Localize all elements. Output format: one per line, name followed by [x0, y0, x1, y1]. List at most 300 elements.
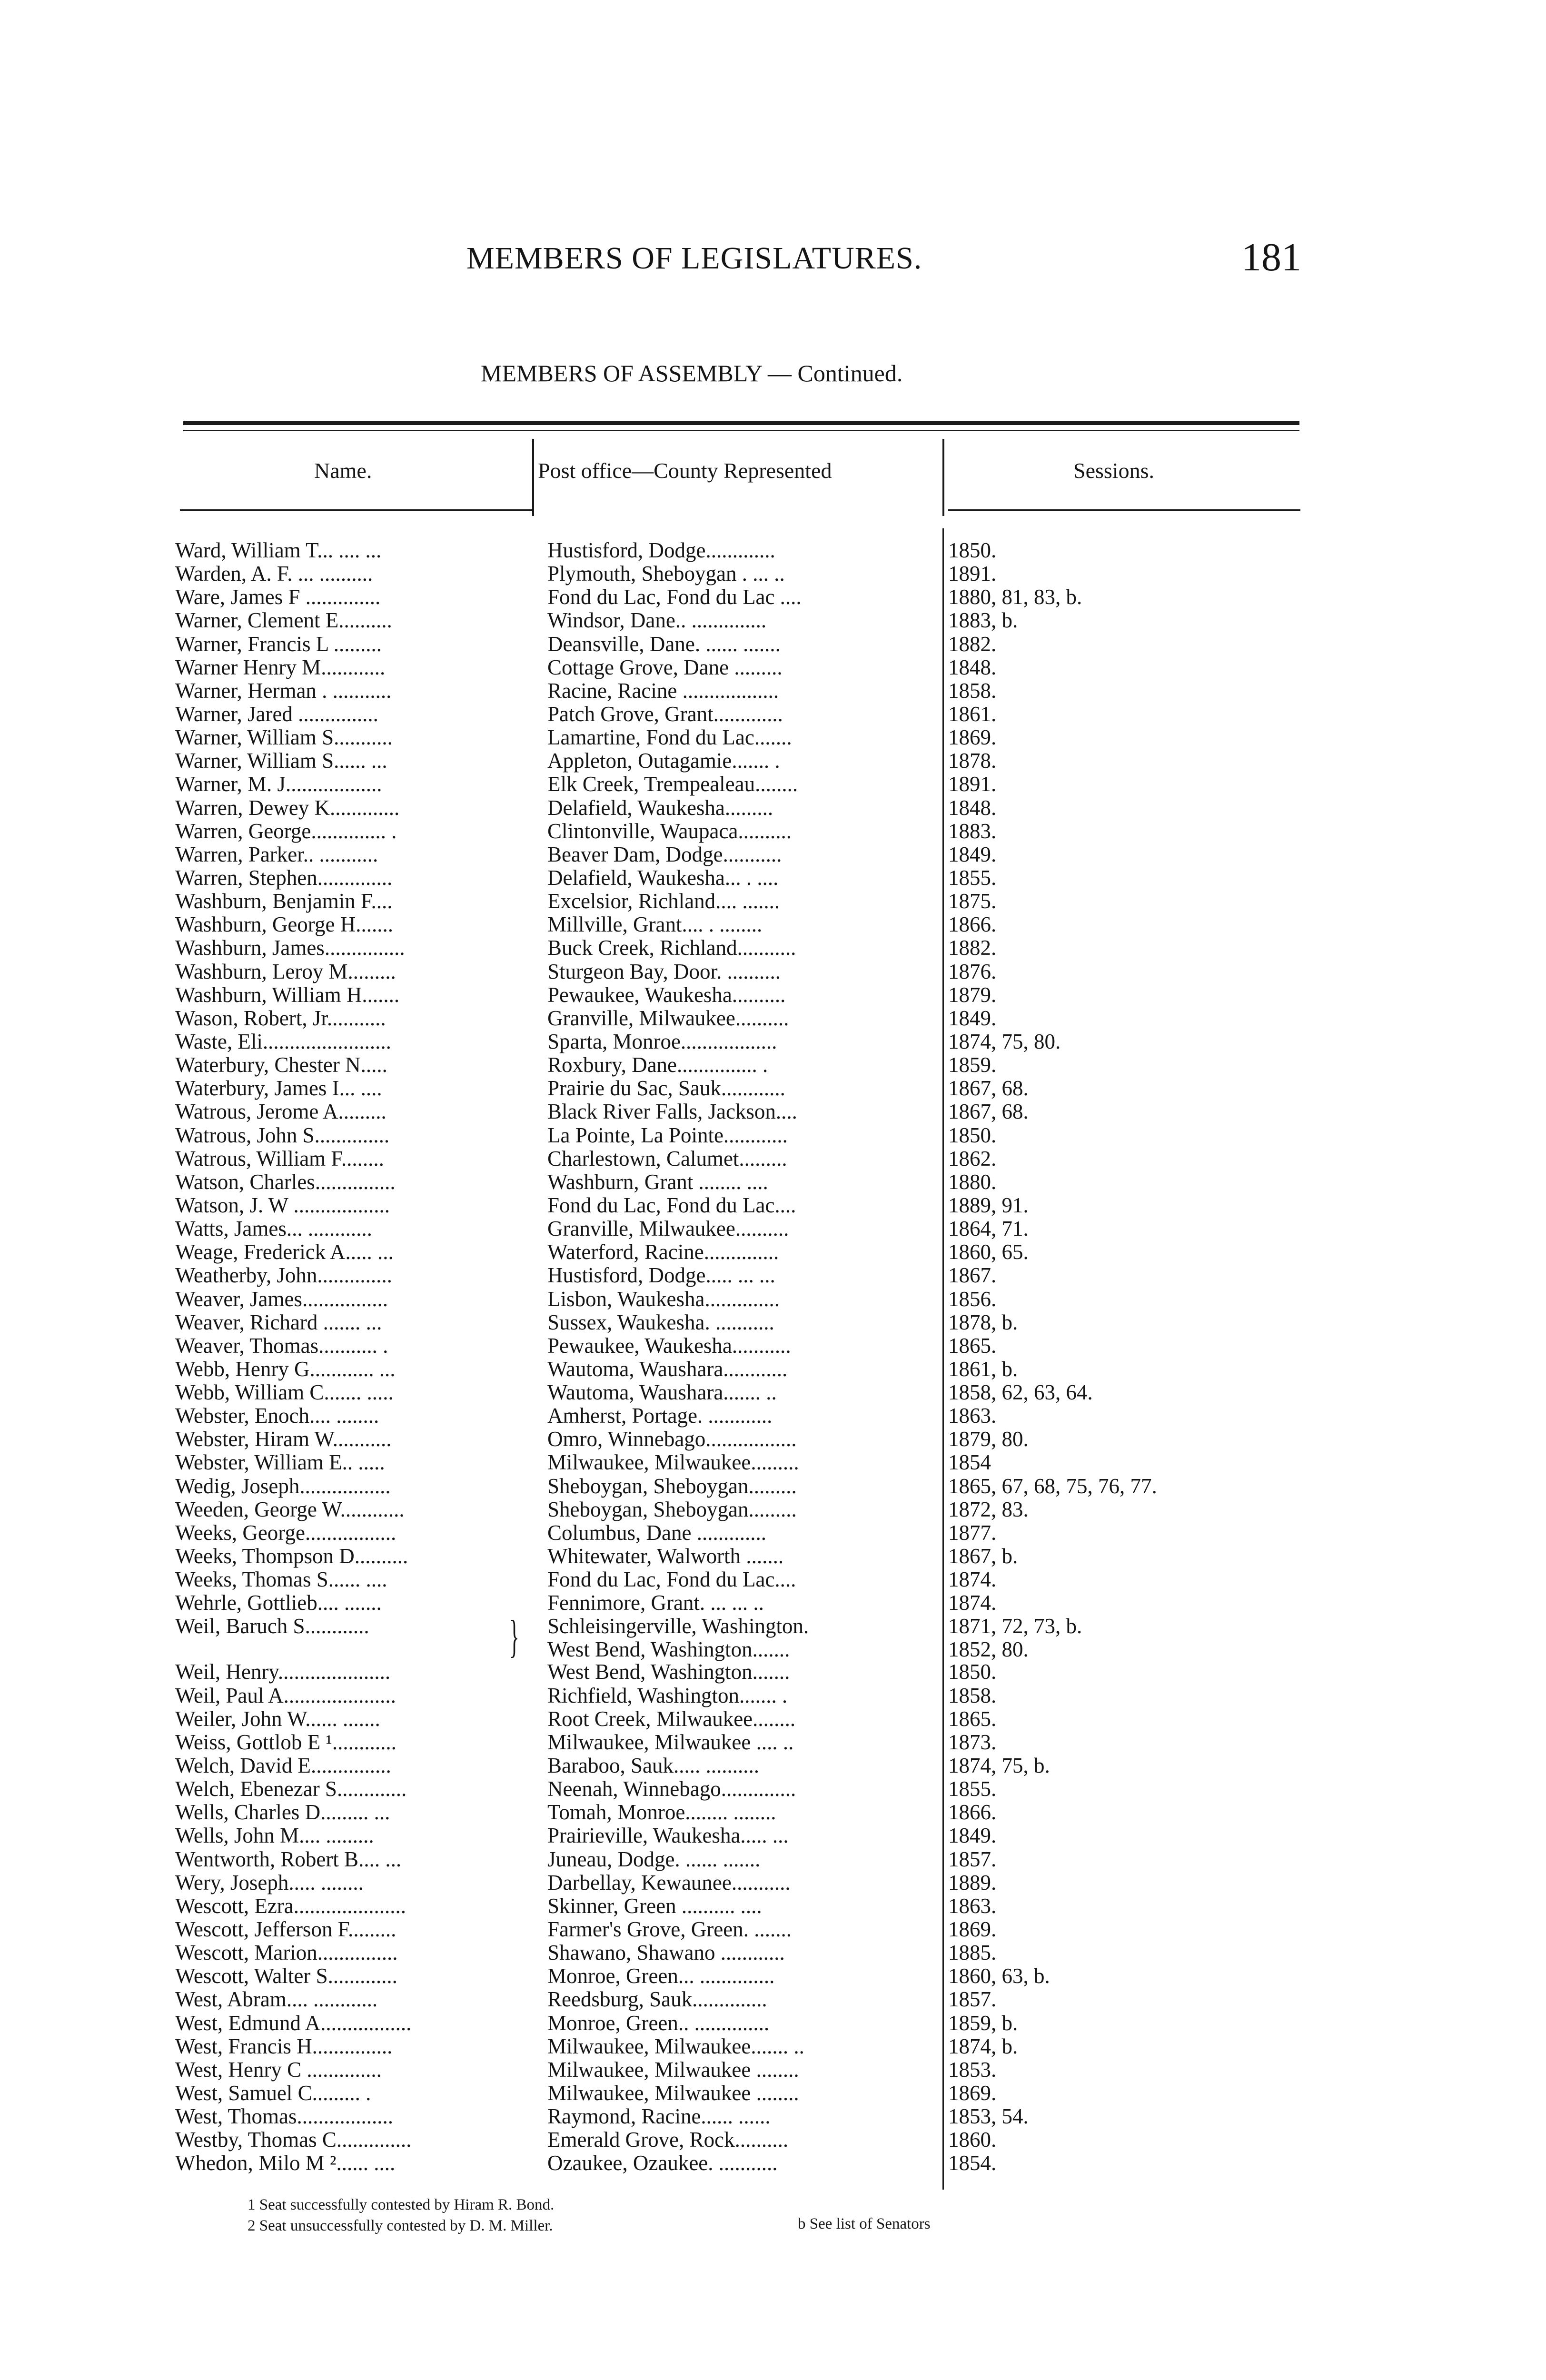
running-head: MEMBERS OF LEGISLATURES.	[466, 241, 922, 276]
member-name: Washburn, George H.......	[175, 913, 393, 937]
member-name: Watrous, Jerome A.........	[175, 1100, 386, 1124]
table-row	[0, 960, 1546, 983]
sessions-line: 1850.	[948, 1660, 997, 1684]
sessions	[948, 1428, 1234, 1451]
sessions-line: 1869.	[948, 2082, 997, 2105]
sessions	[948, 1824, 1234, 1847]
sessions-line: 1863.	[948, 1404, 997, 1428]
post-office-line: Farmer's Grove, Green. .......	[547, 1918, 792, 1942]
member-name: Wells, Charles D......... ...	[175, 1801, 390, 1825]
table-row	[0, 1684, 1546, 1707]
sessions	[948, 749, 1234, 773]
post-office-line: Sheboygan, Sheboygan.........	[547, 1474, 797, 1498]
table-row	[0, 1428, 1546, 1451]
post-office-county	[547, 679, 928, 703]
member-name: Wescott, Marion...............	[175, 1941, 398, 1965]
sessions	[948, 1754, 1234, 1777]
sessions	[948, 1777, 1234, 1801]
member-name: Weaver, Thomas........... .	[175, 1334, 388, 1358]
post-office-county	[547, 820, 928, 843]
post-office-county	[547, 890, 928, 913]
post-office-line: Sparta, Monroe..................	[547, 1030, 777, 1053]
post-office-line: Lisbon, Waukesha..............	[547, 1287, 780, 1311]
post-office-county	[547, 796, 928, 820]
sessions-line: 1874, b.	[948, 2034, 1018, 2058]
post-office-county	[547, 1615, 928, 1661]
sessions-line: 1857.	[948, 1847, 997, 1871]
post-office-county	[547, 773, 928, 796]
table-row	[0, 2105, 1546, 2128]
post-office-county	[547, 1311, 928, 1334]
table-row	[0, 1334, 1546, 1358]
table-row	[0, 539, 1546, 562]
member-name: Warren, Stephen..............	[175, 866, 393, 890]
table-row	[0, 890, 1546, 913]
post-office-line: Beaver Dam, Dodge...........	[547, 843, 782, 866]
member-name: Washburn, Leroy M.........	[175, 960, 396, 983]
sessions-line: 1860, 63, b.	[948, 1964, 1050, 1988]
member-name: Watrous, William F........	[175, 1147, 384, 1170]
table-row	[0, 1147, 1546, 1170]
post-office-line: Pewaukee, Waukesha..........	[547, 983, 786, 1007]
table-row	[0, 1311, 1546, 1334]
post-office-line: Emerald Grove, Rock..........	[547, 2128, 789, 2152]
post-office-county	[547, 1240, 928, 1264]
post-office-line: Fennimore, Grant. ... ... ..	[547, 1591, 764, 1615]
table-row	[0, 1358, 1546, 1381]
post-office-line: Skinner, Green .......... ....	[547, 1894, 762, 1918]
post-office-line: Darbellay, Kewaunee...........	[547, 1871, 791, 1894]
sessions	[948, 1451, 1234, 1474]
member-name: Watson, Charles...............	[175, 1170, 396, 1194]
table-row	[0, 1591, 1546, 1615]
table-row	[0, 1100, 1546, 1123]
post-office-line: Milwaukee, Milwaukee ........	[547, 2082, 799, 2105]
member-name: Waterbury, James I... ....	[175, 1077, 382, 1101]
post-office-line: Milwaukee, Milwaukee ........	[547, 2058, 799, 2082]
table-row	[0, 1611, 1546, 1662]
post-office-county	[547, 1451, 928, 1474]
post-office-county	[547, 1334, 928, 1358]
post-office-line: Black River Falls, Jackson....	[547, 1100, 797, 1124]
post-office-line: West Bend, Washington.......	[547, 1660, 790, 1684]
table-row	[0, 983, 1546, 1007]
post-office-line: West Bend, Washington.......	[547, 1637, 790, 1662]
post-office-county	[547, 1591, 928, 1615]
table-row	[0, 1848, 1546, 1871]
post-office-county	[547, 1358, 928, 1381]
member-name: West, Thomas..................	[175, 2105, 394, 2129]
post-office-line: Plymouth, Sheboygan . ... ..	[547, 562, 785, 586]
sessions-line: 1873.	[948, 1730, 997, 1754]
post-office-line: Monroe, Green... ..............	[547, 1964, 775, 1988]
sessions	[948, 1264, 1234, 1287]
post-office-county	[547, 562, 928, 585]
sessions-line: 1867, 68.	[948, 1100, 1029, 1124]
sessions-line: 1874.	[948, 1568, 997, 1592]
post-office-county	[547, 1871, 928, 1894]
table-row	[0, 866, 1546, 890]
sessions	[948, 703, 1234, 726]
post-office-line: Wautoma, Waushara....... ..	[547, 1381, 777, 1405]
page-number: 181	[1241, 235, 1301, 279]
post-office-county	[547, 1660, 928, 1684]
table-row	[0, 1217, 1546, 1240]
sessions-line: 1874.	[948, 1591, 997, 1615]
post-office-line: Ozaukee, Ozaukee. ...........	[547, 2152, 778, 2175]
post-office-county	[547, 1381, 928, 1404]
table-row	[0, 633, 1546, 656]
sessions	[948, 1964, 1234, 1988]
post-office-line: Delafield, Waukesha... . ....	[547, 866, 779, 890]
table-row	[0, 1754, 1546, 1777]
footnote-1: 1 Seat successfully contested by Hiram R. Bond.	[248, 2196, 555, 2213]
member-name: Weeden, George W............	[175, 1497, 405, 1521]
post-office-county	[547, 1404, 928, 1428]
table-row	[0, 679, 1546, 703]
sessions	[948, 1007, 1234, 1030]
post-office-county	[547, 1498, 928, 1521]
sessions-line: 1878.	[948, 749, 997, 773]
member-name: Warden, A. F. ... ..........	[175, 562, 373, 586]
post-office-line: Granville, Milwaukee..........	[547, 1006, 789, 1030]
sessions-line: 1869.	[948, 1918, 997, 1942]
sessions	[948, 773, 1234, 796]
sessions	[948, 1871, 1234, 1894]
post-office-county	[547, 1941, 928, 1964]
post-office-line: Reedsburg, Sauk..............	[547, 1988, 767, 2012]
sessions-line: 1865.	[948, 1334, 997, 1358]
sessions-line: 1879, 80.	[948, 1428, 1029, 1451]
post-office-line: Neenah, Winnebago..............	[547, 1777, 796, 1801]
sessions	[948, 843, 1234, 866]
post-office-county	[547, 1030, 928, 1053]
member-name: Weaver, James................	[175, 1287, 388, 1311]
table-row	[0, 1894, 1546, 1918]
post-office-county	[547, 1053, 928, 1077]
table-row	[0, 1288, 1546, 1311]
sessions-line: 1858.	[948, 1684, 997, 1707]
post-office-line: Sturgeon Bay, Door. ..........	[547, 960, 781, 983]
sessions	[948, 1707, 1234, 1731]
footnotes	[248, 2194, 554, 2236]
table-row	[0, 2152, 1546, 2175]
sessions-line: 1872, 83.	[948, 1497, 1029, 1521]
sessions	[948, 1498, 1234, 1521]
member-name: Watts, James... ............	[175, 1217, 372, 1241]
post-office-county	[547, 2058, 928, 2082]
member-name: Warren, George.............. .	[175, 819, 397, 843]
footnote-b: b See list of Senators	[798, 2215, 931, 2232]
member-name: Waterbury, Chester N.....	[175, 1053, 387, 1077]
member-name: Weatherby, John..............	[175, 1264, 392, 1288]
member-name: Weiss, Gottlob E ¹............	[175, 1730, 396, 1754]
sessions-line: 1862.	[948, 1147, 997, 1170]
sessions-line: 1865, 67, 68, 75, 76, 77.	[948, 1474, 1157, 1498]
sessions-line: 1855.	[948, 866, 997, 890]
post-office-line: Hustisford, Dodge..... ... ...	[547, 1264, 775, 1288]
post-office-line: Elk Creek, Trempealeau........	[547, 773, 798, 796]
table-row	[0, 1451, 1546, 1474]
sessions-line: 1849.	[948, 1824, 997, 1848]
post-office-line: Clintonville, Waupaca..........	[547, 819, 792, 843]
member-name: Welch, David E...............	[175, 1754, 391, 1778]
sessions	[948, 633, 1234, 656]
table-row	[0, 1007, 1546, 1030]
sessions-line: 1883, b.	[948, 609, 1018, 633]
sessions-line: 1850.	[948, 1123, 997, 1147]
post-office-county	[547, 1217, 928, 1240]
sessions-line: 1883.	[948, 819, 997, 843]
sessions-line: 1848.	[948, 796, 997, 820]
post-office-line: Buck Creek, Richland...........	[547, 936, 796, 960]
member-name: Whedon, Milo M ²...... ....	[175, 2152, 396, 2175]
sessions	[948, 1358, 1234, 1381]
column-header-name: Name.	[314, 458, 372, 483]
post-office-line: Juneau, Dodge. ...... .......	[547, 1847, 761, 1871]
sessions	[948, 2105, 1234, 2128]
table-row	[0, 1777, 1546, 1801]
member-name: Ward, William T... .... ...	[175, 539, 382, 562]
post-office-county	[547, 2105, 928, 2128]
member-name: Wentworth, Robert B.... ...	[175, 1847, 402, 1871]
sessions	[948, 656, 1234, 679]
member-name: Wescott, Jefferson F.........	[175, 1918, 396, 1942]
post-office-line: Charlestown, Calumet.........	[547, 1147, 787, 1170]
post-office-county	[547, 1848, 928, 1871]
table-row	[0, 936, 1546, 960]
sessions	[948, 1475, 1234, 1498]
sessions	[948, 1217, 1234, 1240]
sessions-line: 1850.	[948, 539, 997, 562]
post-office-line: Sheboygan, Sheboygan.........	[547, 1497, 797, 1521]
table-row	[0, 1801, 1546, 1824]
sessions-line: 1885.	[948, 1941, 997, 1965]
post-office-line: Sussex, Waukesha. ...........	[547, 1310, 774, 1334]
sessions	[948, 1660, 1234, 1684]
sessions	[948, 726, 1234, 749]
post-office-line: Granville, Milwaukee..........	[547, 1217, 789, 1241]
sessions-line: 1854.	[948, 2152, 997, 2175]
sessions	[948, 1077, 1234, 1100]
post-office-county	[547, 1475, 928, 1498]
brace-mark: }	[509, 1611, 519, 1662]
post-office-line: Milwaukee, Milwaukee....... ..	[547, 2034, 804, 2058]
table-row	[0, 1660, 1546, 1684]
member-name: Webb, Henry G............ ...	[175, 1357, 396, 1381]
sessions-line: 1848.	[948, 655, 997, 679]
sessions	[948, 1941, 1234, 1964]
sessions	[948, 1988, 1234, 2011]
sessions	[948, 1568, 1234, 1591]
table-row	[0, 2082, 1546, 2105]
member-name: Webster, Enoch.... ........	[175, 1404, 379, 1428]
sessions-line: 1853.	[948, 2058, 997, 2082]
post-office-county	[547, 1077, 928, 1100]
table-row	[0, 726, 1546, 749]
header-underline-name	[180, 509, 532, 511]
post-office-line: Fond du Lac, Fond du Lac....	[547, 1193, 796, 1217]
sessions	[948, 1381, 1234, 1404]
header-divider-right	[942, 439, 944, 516]
sessions	[948, 1053, 1234, 1077]
post-office-line: Wautoma, Waushara............	[547, 1357, 788, 1381]
post-office-line: Washburn, Grant ........ ....	[547, 1170, 768, 1194]
post-office-county	[547, 1007, 928, 1030]
post-office-line: Pewaukee, Waukesha...........	[547, 1334, 791, 1358]
sessions-line: 1866.	[948, 913, 997, 937]
sessions-line: 1880.	[948, 1170, 997, 1194]
post-office-line: Omro, Winnebago.................	[547, 1428, 797, 1451]
member-name: Washburn, Benjamin F....	[175, 890, 393, 913]
member-name: Warren, Parker.. ...........	[175, 843, 378, 866]
post-office-county	[547, 1824, 928, 1847]
sessions-line: 1859, b.	[948, 2011, 1018, 2035]
sessions	[948, 1894, 1234, 1918]
sessions	[948, 1918, 1234, 1941]
section-title: MEMBERS OF ASSEMBLY — Continued.	[481, 360, 903, 387]
sessions	[948, 2012, 1234, 2035]
table-row	[0, 1170, 1546, 1194]
post-office-county	[547, 2035, 928, 2058]
sessions	[948, 1848, 1234, 1871]
member-name: Weage, Frederick A..... ...	[175, 1240, 394, 1264]
post-office-line: Delafield, Waukesha.........	[547, 796, 773, 820]
member-name: Welch, Ebenezar S.............	[175, 1777, 407, 1801]
table-row	[0, 2035, 1546, 2058]
member-name: Weaver, Richard ....... ...	[175, 1310, 382, 1334]
member-name: Wery, Joseph..... ........	[175, 1871, 364, 1894]
sessions	[948, 796, 1234, 820]
member-name: Warner, M. J..................	[175, 773, 382, 796]
sessions	[948, 1311, 1234, 1334]
member-name: West, Abram.... ............	[175, 1988, 378, 2012]
member-name: Weil, Baruch S............	[175, 1615, 369, 1638]
post-office-line: Tomah, Monroe........ ........	[547, 1801, 776, 1825]
sessions-line: 1889, 91.	[948, 1193, 1029, 1217]
member-name: Watson, J. W ..................	[175, 1193, 390, 1217]
member-name: West, Samuel C......... .	[175, 2082, 371, 2105]
member-name: Weil, Paul A.....................	[175, 1684, 396, 1707]
post-office-line: Patch Grove, Grant.............	[547, 702, 783, 726]
post-office-county	[547, 2152, 928, 2175]
table-row	[0, 796, 1546, 820]
member-name: Weil, Henry.....................	[175, 1660, 391, 1684]
sessions-line: 1857.	[948, 1988, 997, 2012]
post-office-county	[547, 703, 928, 726]
sessions	[948, 960, 1234, 983]
member-name: Wescott, Walter S.............	[175, 1964, 397, 1988]
sessions	[948, 2035, 1234, 2058]
sessions	[948, 1030, 1234, 1053]
post-office-county	[547, 1568, 928, 1591]
sessions-line: 1891.	[948, 562, 997, 586]
member-name: West, Francis H...............	[175, 2034, 393, 2058]
table-row	[0, 1918, 1546, 1941]
post-office-line: Cottage Grove, Dane .........	[547, 655, 783, 679]
table-row	[0, 585, 1546, 609]
sessions	[948, 1545, 1234, 1568]
top-thin-rule	[183, 430, 1299, 431]
table-row	[0, 2128, 1546, 2152]
post-office-line: Amherst, Portage. ............	[547, 1404, 773, 1428]
post-office-line: Whitewater, Walworth .......	[547, 1545, 784, 1568]
sessions	[948, 1124, 1234, 1147]
member-name: Warner Henry M............	[175, 655, 386, 679]
sessions	[948, 1801, 1234, 1824]
table-row	[0, 1077, 1546, 1100]
table-row	[0, 1941, 1546, 1964]
post-office-county	[547, 1521, 928, 1545]
sessions-line: 1860, 65.	[948, 1240, 1029, 1264]
post-office-county	[547, 1684, 928, 1707]
sessions-line: 1889.	[948, 1871, 997, 1894]
post-office-line: Appleton, Outagamie....... .	[547, 749, 780, 773]
post-office-county	[547, 2082, 928, 2105]
member-name: Warner, Herman . ...........	[175, 679, 392, 703]
table-row	[0, 1240, 1546, 1264]
post-office-county	[547, 1988, 928, 2011]
table-row	[0, 1194, 1546, 1217]
member-name: Webb, William C....... .....	[175, 1381, 394, 1405]
post-office-line: Prairie du Sac, Sauk............	[547, 1077, 785, 1101]
post-office-county	[547, 1731, 928, 1754]
table-row	[0, 609, 1546, 632]
post-office-county	[547, 1894, 928, 1918]
sessions	[948, 1591, 1234, 1615]
table-row	[0, 1545, 1546, 1568]
post-office-county	[547, 609, 928, 632]
table-row	[0, 656, 1546, 679]
table-row	[0, 1731, 1546, 1754]
table-row	[0, 749, 1546, 773]
member-table-body	[0, 539, 1546, 2175]
table-row	[0, 913, 1546, 936]
table-row	[0, 1030, 1546, 1053]
post-office-county	[547, 866, 928, 890]
sessions-line: 1858, 62, 63, 64.	[948, 1381, 1093, 1405]
post-office-line: Monroe, Green.. ..............	[547, 2011, 770, 2035]
member-name: Ware, James F ..............	[175, 585, 381, 609]
table-row	[0, 1568, 1546, 1591]
member-name: Westby, Thomas C..............	[175, 2128, 412, 2152]
table-row	[0, 1964, 1546, 1988]
sessions	[948, 936, 1234, 960]
member-name: Wason, Robert, Jr...........	[175, 1006, 386, 1030]
sessions	[948, 2152, 1234, 2175]
table-row	[0, 1988, 1546, 2011]
table-row	[0, 1871, 1546, 1894]
table-row	[0, 2012, 1546, 2035]
sessions-line: 1859.	[948, 1053, 997, 1077]
sessions-line: 1867.	[948, 1264, 997, 1288]
post-office-line: Root Creek, Milwaukee........	[547, 1707, 796, 1731]
sessions	[948, 1147, 1234, 1170]
table-row	[0, 1498, 1546, 1521]
post-office-line: Richfield, Washington....... .	[547, 1684, 788, 1707]
sessions-line: 1879.	[948, 983, 997, 1007]
sessions	[948, 1521, 1234, 1545]
sessions	[948, 539, 1234, 562]
table-row	[0, 820, 1546, 843]
post-office-county	[547, 1124, 928, 1147]
table-row	[0, 1053, 1546, 1077]
post-office-county	[547, 656, 928, 679]
sessions-line: 1876.	[948, 960, 997, 983]
sessions-line: 1849.	[948, 843, 997, 866]
sessions-line: 1858.	[948, 679, 997, 703]
sessions-line: 1878, b.	[948, 1310, 1018, 1334]
